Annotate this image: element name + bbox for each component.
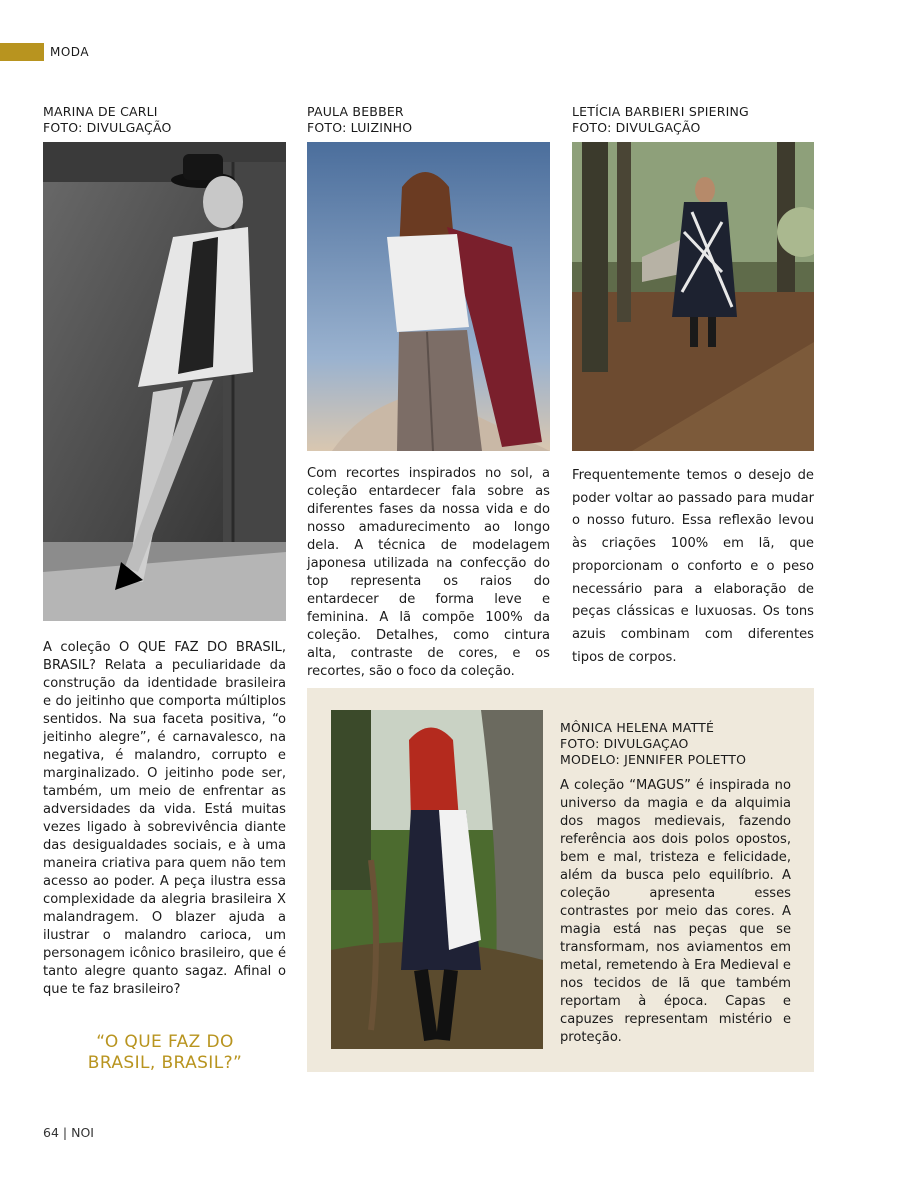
photo-leticia-barbieri-spiering [572,142,814,451]
credit-monica [560,720,746,768]
designer-name: MARINA DE CARLI [43,104,158,119]
designer-name: MÔNICA HELENA MATTÉ [560,720,715,735]
designer-name: LETÍCIA BARBIERI SPIERING [572,104,749,119]
designer-name: PAULA BEBBER [307,104,404,119]
page-footer [43,1125,94,1140]
model-credit: MODELO: JENNIFER POLETTO [560,752,747,767]
photo-paula-bebber [307,142,550,451]
article-text-leticia [572,465,814,669]
photo-marina-de-carli [43,142,286,621]
photo-credit: FOTO: LUIZINHO [307,120,413,135]
article-body: A coleção O QUE FAZ DO BRASIL, BRASIL? Relata a peculiaridade da construção da identidade brasileira e do jeitinho que comporta múltiplos sentidos. Na sua faceta positiva, “o jeitinho alegre”, é carnavalesco, na negativa, é malandro, corrupto e marginalizado. O jeitinho pode ser, também, um meio de enfrentar as adversidades da vida. Está muitas vezes ligado à sobrevivência diante das desigualdades sociais, e à uma maneira criativa para quem não tem acesso ao poder. A peça ilustra essa complexidade da alegria brasileira X malandragem. O blazer ajuda a ilustrar o malandro carioca, um personagem icônico brasileiro, que é tanto alegre quanto sagaz. Afinal o que te faz brasileiro? [43,640,286,997]
article-text-monica [560,777,791,1047]
article-text-paula [307,465,550,681]
article-body: Com recortes inspirados no sol, a coleção entardecer fala sobre as diferentes fases da nossa vida e do nosso amadurecimento ao longo dela. A técnica de modelagem japonesa utilizada na confecção do top representa os raios do entardecer de forma leve e feminina. A lã compõe 100% da coleção. Detalhes, como cintura alta, contraste de cores, e os recortes, são o foco da coleção. [307,466,550,679]
article-body: A coleção “MAGUS” é inspirada no universo da magia e da alquimia dos magos medievais, fazendo referência aos dois polos opostos, bem e mal, tristeza e felicidade, além da busca pelo equilíbrio. A coleção apresenta esses contrastes por meio das cores. A magia está nas peças que se transformam, nos aviamentos em metal, remetendo à Era Medieval e nos tecidos de lã que também reportam à época. Capas e capuzes representam mistério e proteção. [560,778,791,1045]
credit-paula [307,104,412,136]
photo-credit: FOTO: DIVULGAÇÃO [43,120,172,135]
credit-marina [43,104,172,136]
page-number: 64 [43,1125,59,1140]
article-text-marina [43,639,286,999]
section-accent-bar [0,43,44,61]
photo-monica-helena-matte [331,710,543,1049]
article-body: Frequentemente temos o desejo de poder voltar ao passado para mudar o nosso futuro. Essa reflexão levou às criações 100% em lã, que proporcionam o conforto e o peso necessário para a elaboração de peças clássicas e luxuosas. Os tons azuis combinam com diferentes tipos de corpos. [572,468,814,665]
magazine-name: NOI [71,1125,94,1140]
photo-credit: FOTO: DIVULGAÇAO [560,736,689,751]
footer-separator: | [62,1125,68,1140]
section-label: MODA [50,45,90,59]
credit-leticia [572,104,749,136]
photo-credit: FOTO: DIVULGAÇÃO [572,120,701,135]
pull-quote: “O QUE FAZ DO BRASIL, BRASIL?” [87,1032,243,1073]
